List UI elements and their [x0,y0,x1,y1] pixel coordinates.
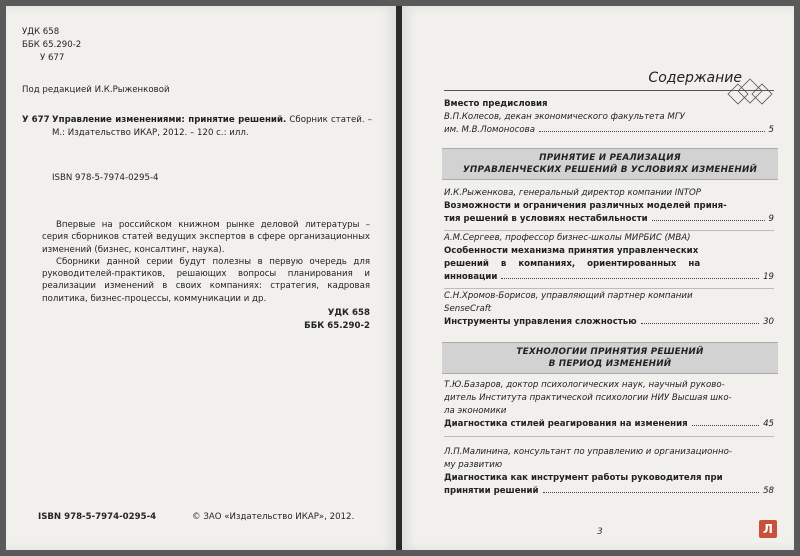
preface-label: Вместо предисловия [444,99,548,109]
toc-title: Содержание [648,70,742,86]
article3-page: 30 [763,317,774,327]
article1-page: 9 [768,214,774,224]
dot-leader [641,323,760,324]
bibliographic-entry [52,114,372,140]
entry-details: Сборник статей. – М.: Издательство ИКАР, 2012. – 120 с.: илл. [52,115,373,138]
bbk-code: ББК 65.290-2 [22,40,82,50]
article5-page: 58 [763,486,774,496]
article2-title-row [444,271,774,284]
annotation-paragraph-1: Впервые на российском книжном рынке деловой литературы – серия сборников статей ведущих экспертов в сфере организационных изменений (бизнес, консалтинг, наука). [42,220,370,255]
left-page [6,6,396,550]
article3-author-cont: SenseCraft [444,304,492,314]
annotation-paragraph-2: Сборники данной серии будут полезны в первую очередь для руководителей-практиков, решающих вопросы планирования и реализации изменений в своих компаниях: стратегия, кадровая политика, бизнес-процессы, коммуникации и др. [42,256,370,304]
section2-line2: В ПЕРИОД ИЗМЕНЕНИЙ [548,359,672,369]
annotation [42,219,370,305]
isbn-line: ISBN 978-5-7974-0295-4 [52,173,159,183]
article4-author-line2: дитель Института практической психологии НИУ Высшая шко- [444,393,732,403]
article1-title-line2: тия решений в условиях нестабильности [444,214,648,224]
dot-leader [652,220,765,221]
dot-leader [501,278,759,279]
article4-author-line3: ла экономики [444,406,507,416]
article1-author: И.К.Рыженкова, генеральный директор компании INTOP [444,188,701,198]
article4-page: 45 [763,419,774,429]
article2-title-line2: решений в компаниях, ориентированных на [444,259,701,269]
editor-line: Под редакцией И.К.Рыженковой [22,85,170,95]
author-mark: У 677 [40,53,65,63]
article4-author-line1: Т.Ю.Базаров, доктор психологических наук, научный руково- [444,380,725,390]
udk-code: УДК 658 [22,27,60,37]
section-band-1 [442,148,778,180]
article5-author-line2: му развитию [444,460,503,470]
udk-code-bottom: УДК 658 [327,308,370,318]
dot-leader [543,492,760,493]
article3-title-row [444,316,774,329]
article1-title-line1: Возможности и ограничения различных моделей приня- [444,201,727,211]
bbk-code-bottom: ББК 65.290-2 [304,321,370,331]
divider [444,288,774,289]
article2-title-line1: Особенности механизма принятия управленческих [444,246,699,256]
preface-page: 5 [768,125,774,135]
preface-author-line2: им. М.В.Ломоносова [444,125,535,135]
section2-line1: ТЕХНОЛОГИИ ПРИНЯТИЯ РЕШЕНИЙ [516,347,704,357]
section-band-2 [442,342,778,374]
preface-author-cont [444,124,774,137]
divider [444,436,774,437]
dot-leader [539,131,765,132]
isbn-bottom: ISBN 978-5-7974-0295-4 [38,512,157,522]
article4-title-row [444,418,774,431]
publisher-badge-icon[interactable]: Л [759,520,777,538]
article5-title-row [444,485,774,498]
copyright-line: © ЗАО «Издательство ИКАР», 2012. [192,512,355,522]
section1-line2: УПРАВЛЕНЧЕСКИХ РЕШЕНИЙ В УСЛОВИЯХ ИЗМЕНЕНИЙ [462,165,758,175]
article5-title-line1: Диагностика как инструмент работы руководителя при [444,473,723,483]
page-number: 3 [597,527,603,537]
article3-author: С.Н.Хромов-Борисов, управляющий партнер компании [444,291,693,301]
entry-title: Управление изменениями: принятие решений. [52,115,287,125]
article2-author: А.М.Сергеев, профессор бизнес-школы МИРБИС (МВА) [444,233,691,243]
right-page [402,6,794,550]
section1-line1: ПРИНЯТИЕ И РЕАЛИЗАЦИЯ [539,153,681,163]
article3-title: Инструменты управления сложностью [444,317,637,327]
preface-author: В.П.Колесов, декан экономического факультета МГУ [444,112,685,122]
article2-page: 19 [763,272,774,282]
article5-author-line1: Л.П.Малинина, консультант по управлению и организационно- [444,447,732,457]
divider [444,230,774,231]
article2-title-line3: инновации [444,272,498,282]
article4-title: Диагностика стилей реагирования на изменения [444,419,688,429]
article1-title-row [444,213,774,226]
article5-title-line2: принятии решений [444,486,539,496]
entry-code: У 677 [22,115,50,125]
dot-leader [692,425,759,426]
